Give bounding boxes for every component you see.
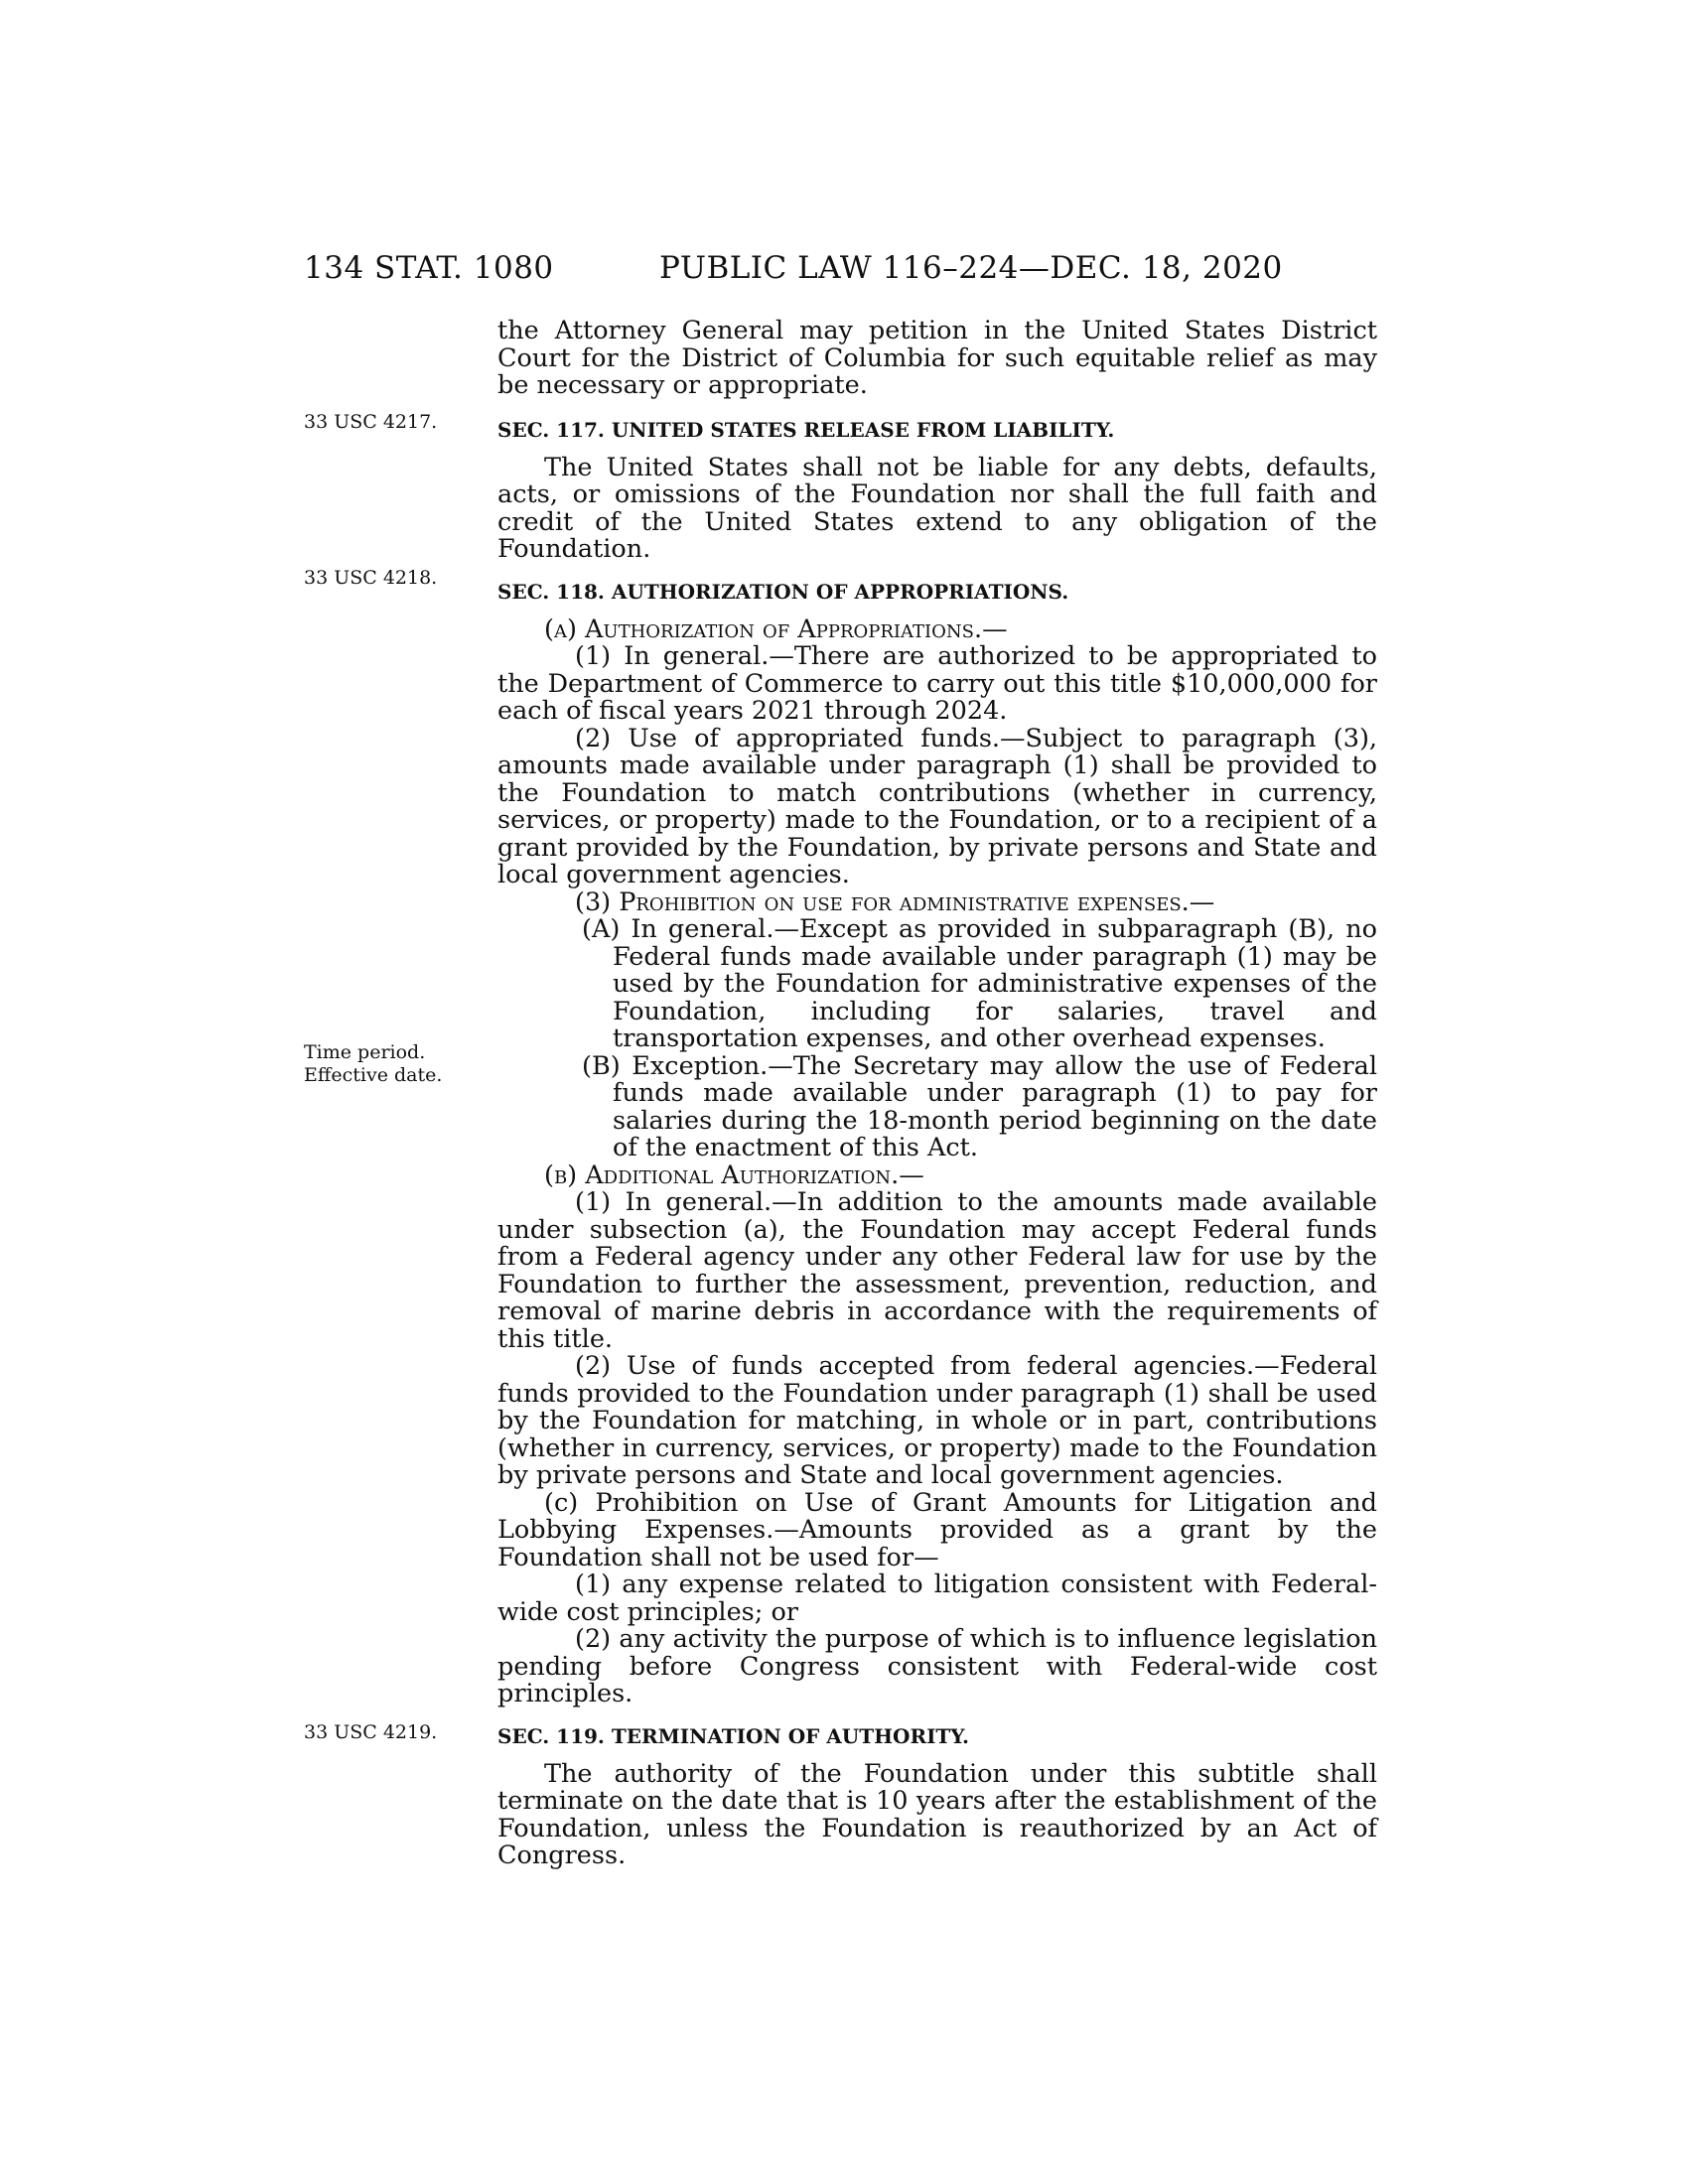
- subparagraph-a3B: (B) Exception.—The Secretary may allow the use of Federal funds made available under paragraph (1) to pay for salaries during the 18-month period beginning on the date of the enactment of this Act.: [582, 1050, 1377, 1162]
- section-119-heading: SEC. 119. TERMINATION OF AUTHORITY.: [497, 1723, 969, 1748]
- margin-note-effective-date: Effective date.: [304, 1064, 443, 1086]
- paragraph-a1: (1) In general.—There are authorized to be appropriated to the Department of Commerce to carry out this title $10,000,000 for each of fiscal years 2021 through 2024.: [497, 641, 1377, 726]
- section-119-text: The authority of the Foundation under this subtitle shall terminate on the date that is 10 years after the establishment of the Foundation, unless the Foundation is reauthorized by an Act of Congress.: [497, 1758, 1377, 1870]
- section-118-heading: SEC. 118. AUTHORIZATION OF APPROPRIATIONS.: [497, 579, 1069, 604]
- paragraph-b2: (2) Use of funds accepted from federal agencies.—Federal funds provided to the Foundation under paragraph (1) shall be used by the Foundation for matching, in whole or in part, contributions (whether in currency, services, or property) made to the Foundation by private persons and State and local government agencies.: [497, 1351, 1377, 1490]
- subsection-a-heading: (a) Authorization of Appropriations.—: [544, 614, 1008, 644]
- margin-note-usc-4218: 33 USC 4218.: [304, 567, 438, 589]
- margin-note-usc-4217: 33 USC 4217.: [304, 411, 438, 433]
- paragraph-c1: (1) any expense related to litigation consistent with Federal-wide cost principles; or: [497, 1570, 1377, 1627]
- page-header-title: PUBLIC LAW 116–224—DEC. 18, 2020: [659, 250, 1283, 286]
- subparagraph-a3A: (A) In general.—Except as provided in subparagraph (B), no Federal funds made available under paragraph (1) may be used by the Foundation for administrative expenses of the Foundation, including for salaries, travel and transportation expenses, and other overhead expenses.: [582, 914, 1377, 1053]
- subsection-b-heading: (b) Additional Authorization.—: [544, 1160, 924, 1190]
- margin-note-time-period: Time period.: [304, 1041, 426, 1063]
- paragraph-a2: (2) Use of appropriated funds.—Subject to paragraph (3), amounts made available under paragraph (1) shall be provided to the Foundation to match contributions (whether in currency, services, or property) made to the Foundation, or to a recipient of a grant provided by the Foundation, by private persons and State and local government agencies.: [497, 723, 1377, 889]
- paragraph-a3-heading: (3) Prohibition on use for administrative expenses.—: [575, 887, 1215, 917]
- paragraph-c2: (2) any activity the purpose of which is to influence legislation pending before Congress consistent with Federal-wide cost principles.: [497, 1624, 1377, 1708]
- intro-paragraph: the Attorney General may petition in the United States District Court for the District of Columbia for such equitable relief as may be necessary or appropriate.: [497, 316, 1377, 400]
- document-body: [497, 318, 1377, 1870]
- paragraph-b1: (1) In general.—In addition to the amounts made available under subsection (a), the Foundation may accept Federal funds from a Federal agency under any other Federal law for use by the Foundation to further the assessment, prevention, reduction, and removal of marine debris in accordance with the requirements of this title.: [497, 1187, 1377, 1354]
- margin-note-usc-4219: 33 USC 4219.: [304, 1721, 438, 1743]
- section-117-heading: SEC. 117. UNITED STATES RELEASE FROM LIABILITY.: [497, 417, 1115, 442]
- section-117-text: The United States shall not be liable for any debts, defaults, acts, or omissions of the Foundation nor shall the full faith and credit of the United States extend to any obligation of the Foundation.: [497, 452, 1377, 564]
- subsection-c: (c) Prohibition on Use of Grant Amounts for Litigation and Lobbying Expenses.—Amounts provided as a grant by the Foundation shall not be used for—: [497, 1487, 1377, 1572]
- page-stat-reference: 134 STAT. 1080: [304, 250, 554, 286]
